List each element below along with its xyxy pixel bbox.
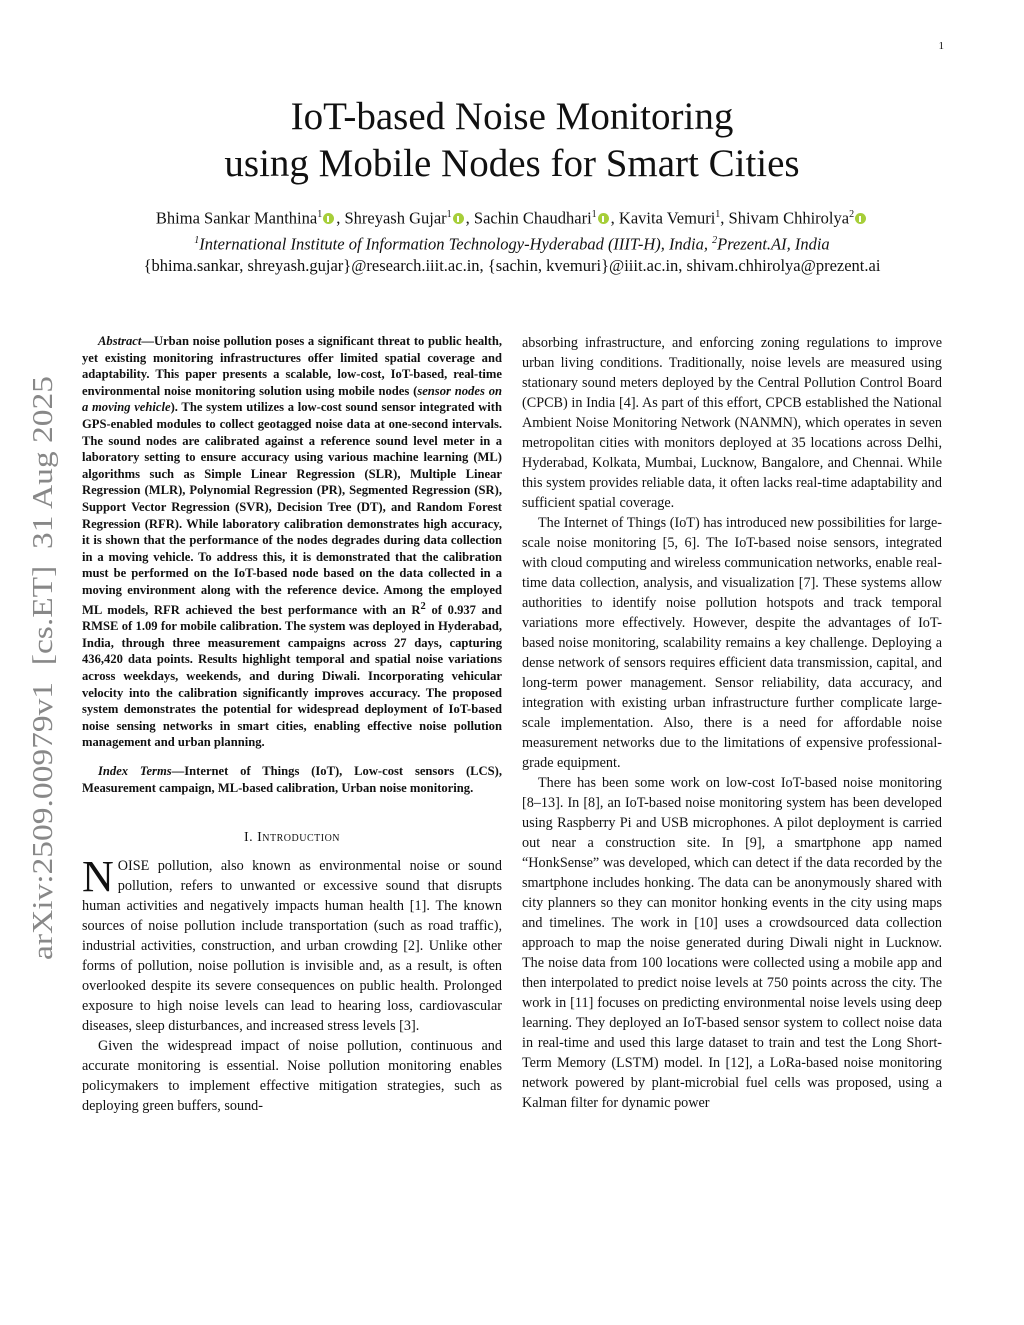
arxiv-stamp xyxy=(22,372,62,962)
paper-title xyxy=(100,93,924,187)
intro-paragraph xyxy=(82,852,502,1036)
intro-smallcaps: OISE xyxy=(117,858,150,875)
author-affil-sup: 1 xyxy=(317,209,323,220)
arxiv-id: arXiv:2509.00979v1 [cs.ET] 31 Aug 2025 xyxy=(28,471,59,960)
intro-paragraph: There has been some work on low-cost IoT-based noise monitoring [8–13]. In [8], an IoT-based noise monitoring system has been developed using Raspberry Pi and USB microphones. A pilot deployment is carried out near a construction site. In [9], a smartphone app named “HonkSense” was developed, which can detect if the data recorded by the smartphone includes honking. The data can be anonymously shared with city planners so they can monitor honking events in the city using maps and timelines. The work in [10] uses a crowdsourced data collection approach to map the noise generated during Diwali night in Lucknow. The noise data from 100 locations were collected using a mobile app and then interpolated to predict noise levels at 750 points across the city. The work in [11] focuses on predicting environmental noise levels using deep learning. They deployed an IoT-based sensor system to collect noise data in real-time and used this large dataset to train and test the Long Short-Term Memory (LSTM) model. In [12], a LoRa-based noise monitoring network powered by plant-microbial fuel cells was proposed, using a Kalman filter for dynamic power xyxy=(522,775,942,1111)
orcid-icon[interactable] xyxy=(453,213,464,224)
dropcap: N xyxy=(82,852,114,902)
author-name: Kavita Vemuri xyxy=(618,208,716,228)
index-terms xyxy=(82,763,502,796)
author-emails: {bhima.sankar, shreyash.gujar}@research.iiit.ac.in, {sachin, kvemuri}@iiit.ac.in, shivam.chhirolya@prezent.ai xyxy=(143,256,881,275)
affil-sup: 1 xyxy=(194,234,200,246)
affil-sup: 2 xyxy=(712,234,718,246)
orcid-icon[interactable] xyxy=(855,213,866,224)
abstract-emphasis: sensor nodes on a moving vehicle xyxy=(82,383,502,415)
author-name: Bhima Sankar Manthina xyxy=(155,208,318,228)
affiliation-1: International Institute of Information Technology-Hyderabad (IIIT-H), India, xyxy=(199,234,713,253)
author-block xyxy=(60,204,964,277)
author-affil-sup: 2 xyxy=(849,209,855,220)
abstract xyxy=(82,333,502,751)
author-affil-sup: 1 xyxy=(591,209,597,220)
right-column xyxy=(522,333,942,1113)
intro-paragraph: Given the widespread impact of noise pollution, continuous and accurate monitoring is essential. Noise pollution monitoring enables policymakers to implement effective mitigation strategies, such as deploying green buffers, sound- xyxy=(82,1038,502,1115)
abstract-text: ). The system utilizes a low-cost sound sensor integrated with GPS-enabled modules to collect geotagged noise data at one-second intervals. The sound nodes are calibrated against a reference sound level meter in a laboratory setting to ensure accuracy using various machine learning (ML) algorithms such as Simple Linear Regression (SLR), Multiple Linear Regression (MLR), Polynomial Regression (PR), Segmented Regression (SR), Support Vector Regression (SVR), Decision Tree (DT), and Random Forest Regression (RFR). While laboratory calibration demonstrates high accuracy, it is shown that the performance of the nodes degrades during data collection in a moving vehicle. To address this, it is demonstrated that the calibration must be performed on the IoT-based node based on the data collected in a moving environment along with the reference device. Among the employed ML models, RFR achieved the best performance with an R xyxy=(82,400,503,617)
orcid-icon[interactable] xyxy=(598,213,609,224)
page-number: 1 xyxy=(938,40,944,52)
abstract-text: of 0.937 and RMSE of 1.09 for mobile calibration. The system was deployed in Hyderabad, India, through three measurement campaigns across 27 days, capturing 436,420 data points. Results highlight temporal and spatial noise variations across weekdays, weekends, and during Diwali. Incorporating vehicular velocity into the calibration significantly improves accuracy. The proposed system demonstrates the potential for widespread deployment of IoT-based noise sensing networks in smart cities, enabling effective noise pollution management and urban planning. xyxy=(82,602,502,750)
title-line-1: IoT-based Noise Monitoring xyxy=(290,95,734,138)
author-name: Sachin Chaudhari xyxy=(473,208,592,228)
left-column xyxy=(82,333,502,1116)
index-terms-label: Index Terms xyxy=(98,764,172,779)
title-line-2: using Mobile Nodes for Smart Cities xyxy=(224,142,800,185)
abstract-sup: 2 xyxy=(420,600,426,612)
author-name: Shreyash Gujar xyxy=(344,208,447,228)
affiliation-line xyxy=(60,230,964,256)
author-name: Shivam Chhirolya xyxy=(728,208,850,228)
author-affil-sup: 1 xyxy=(446,209,452,220)
index-terms-text: —Internet of Things (IoT), Low-cost sensors (LCS), Measurement campaign, ML-based calibration, Urban noise monitoring. xyxy=(82,764,502,795)
affiliation-2: Prezent.AI, India xyxy=(717,234,830,253)
abstract-label: Abstract xyxy=(98,334,142,348)
intro-paragraph: absorbing infrastructure, and enforcing zoning regulations to improve urban living conditions. Traditionally, noise levels are measured using stationary sound meters deployed by the Central Pollution Control Board (CPCB) in India [4]. As part of this effort, CPCB established the National Ambient Noise Monitoring Network (NANMN), which operates in seven metropolitan cities with monitors deployed at 35 locations across Delhi, Hyderabad, Kolkata, Mumbai, Lucknow, Bangalore, and Chennai. While this system provides reliable data, it often lacks real-time adaptability and sufficient spatial coverage. xyxy=(522,335,942,511)
author-affil-sup: 1 xyxy=(715,209,721,220)
abstract-text: —Urban noise pollution poses a significant threat to public health, yet existing monitoring infrastructures offer limited spatial coverage and adaptability. This paper presents a scalable, low-cost, IoT-based, real-time environmental noise monitoring solution using mobile nodes ( xyxy=(82,334,502,398)
intro-paragraph: The Internet of Things (IoT) has introduced new possibilities for large-scale noise monitoring [5, 6]. The IoT-based noise sensors, integrated with cloud computing and wireless communication networks, enable real-time data collection, analysis, and visualization [7]. These systems allow authorities to identify noise pollution hotspots and track temporal variations more effectively. However, despite the advantages of IoT-based noise monitoring, scalability remains a key challenge. Deploying a dense network of sensors requires efficient data transmission, capital, and long-term power management. Sensor reliability, data accuracy, and integration with existing urban infrastructure further complicate large-scale implementation. Also, there is a need for affordable noise measurement networks due to the limitations of expensive professional-grade equipment. xyxy=(522,515,942,771)
section-heading: I. Introduction xyxy=(243,830,341,846)
author-list: Bhima Sankar Manthina$^1$ , Shreyash Gujar$^1$ , Sachin Chaudhari$^1$ , Kavita Vemuri$^1$, Shivam Chhirolya$^2$ xyxy=(60,204,964,230)
intro-text: pollution, also known as environmental noise or sound pollution, refers to unwanted or excessive sound that disrupts human activities and negatively impacts human health [1]. The known sources of noise pollution include transportation (such as road traffic), industrial activities, construction, and urban crowding [2]. Unlike other forms of pollution, noise pollution is invisible and, as a result, is often overlooked despite its severe consequences on public health. Prolonged exposure to high noise levels can lead to hearing loss, cardiovascular diseases, sleep disturbances, and increased stress levels [3]. xyxy=(82,858,502,1035)
orcid-icon[interactable] xyxy=(323,213,334,224)
